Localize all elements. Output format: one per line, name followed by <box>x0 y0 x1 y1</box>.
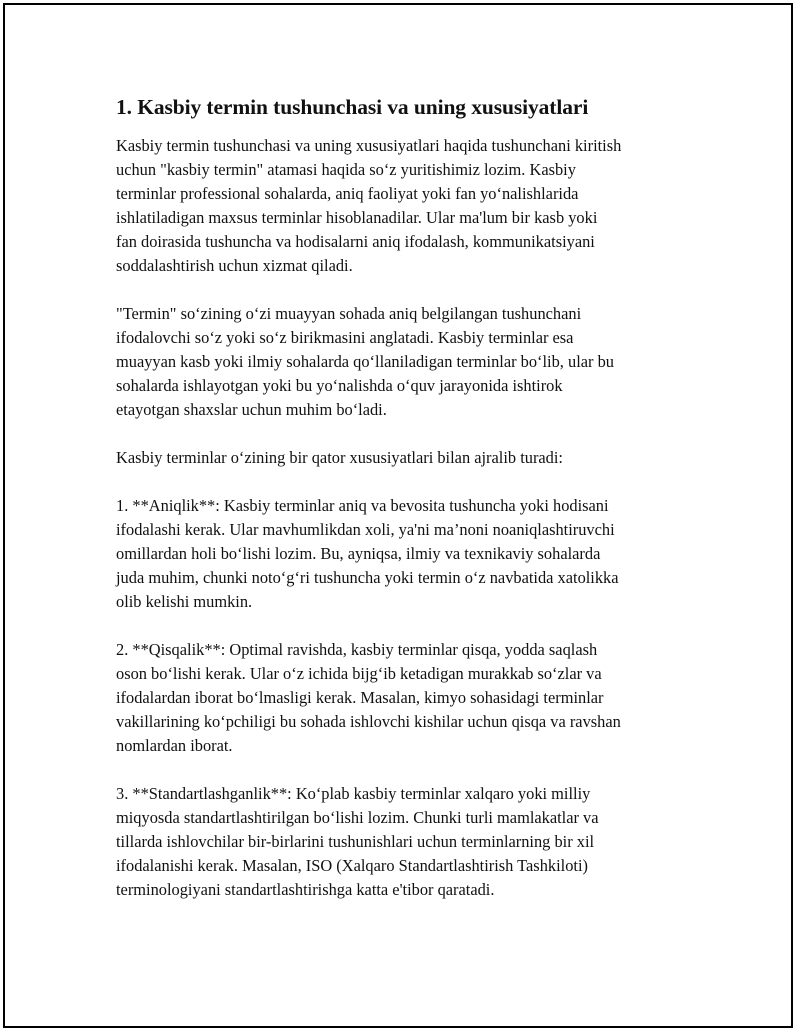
text-line: ifodalanishi kerak. Masalan, ISO (Xalqaro Standartlashtirish Tashkiloti) <box>116 856 588 875</box>
text-line: miqyosda standartlashtirilgan boʻlishi lozim. Chunki turli mamlakatlar va <box>116 808 599 827</box>
text-line: vakillarining koʻpchiligi bu sohada ishlovchi kishilar uchun qisqa va ravshan <box>116 712 621 731</box>
text-line: "Termin" soʻzining oʻzi muayyan sohada aniq belgilangan tushunchani <box>116 304 582 323</box>
section-heading: 1. Kasbiy termin tushunchasi va uning xususiyatlari <box>116 95 589 119</box>
text-line: uchun "kasbiy termin" atamasi haqida soʻz yuritishimiz lozim. Kasbiy <box>116 160 576 179</box>
text-line: Kasbiy termin tushunchasi va uning xususiyatlari haqida tushunchani kiritish <box>116 136 622 155</box>
text-line: juda muhim, chunki notoʻgʻri tushuncha yoki termin oʻz navbatida xatolikka <box>116 568 619 587</box>
text-line: ishlatiladigan maxsus terminlar hisoblanadilar. Ular ma'lum bir kasb yoki <box>116 208 598 227</box>
text-line: Kasbiy terminlar oʻzining bir qator xususiyatlari bilan ajralib turadi: <box>116 448 563 467</box>
text-line: olib kelishi mumkin. <box>116 592 253 611</box>
text-line: 2. **Qisqalik**: Optimal ravishda, kasbiy terminlar qisqa, yodda saqlash <box>116 640 598 659</box>
document-body <box>116 93 696 926</box>
text-line: 3. **Standartlashganlik**: Koʻplab kasbiy terminlar xalqaro yoki milliy <box>116 784 591 803</box>
list-item-standartlashganlik <box>116 782 696 902</box>
text-line: terminologiyani standartlashtirishga katta e'tibor qaratadi. <box>116 880 495 899</box>
text-line: omillardan holi boʻlishi lozim. Bu, ayniqsa, ilmiy va texnikaviy sohalarda <box>116 544 601 563</box>
text-line: fan doirasida tushuncha va hodisalarni aniq ifodalash, kommunikatsiyani <box>116 232 595 251</box>
paragraph-intro <box>116 134 696 278</box>
text-line: sohalarda ishlayotgan yoki bu yoʻnalishda oʻquv jarayonida ishtirok <box>116 376 563 395</box>
text-line: muayyan kasb yoki ilmiy sohalarda qoʻllaniladigan terminlar boʻlib, ular bu <box>116 352 614 371</box>
text-line: ifodalardan iborat boʻlmasligi kerak. Masalan, kimyo sohasidagi terminlar <box>116 688 604 707</box>
text-line: ifodalovchi soʻz yoki soʻz birikmasini anglatadi. Kasbiy terminlar esa <box>116 328 574 347</box>
list-item-qisqalik <box>116 638 696 758</box>
text-line: tillarda ishlovchilar bir-birlarini tushunishlari uchun terminlarning bir xil <box>116 832 595 851</box>
text-line: soddalashtirish uchun xizmat qiladi. <box>116 256 353 275</box>
text-line: etayotgan shaxslar uchun muhim boʻladi. <box>116 400 387 419</box>
text-line: terminlar professional sohalarda, aniq faoliyat yoki fan yoʻnalishlarida <box>116 184 579 203</box>
list-item-aniqlik <box>116 494 696 614</box>
text-line: ifodalashi kerak. Ular mavhumlikdan xoli, ya'ni ma’noni noaniqlashtiruvchi <box>116 520 615 539</box>
paragraph-termin-definition <box>116 302 696 422</box>
paragraph-features-lead <box>116 446 696 470</box>
text-line: nomlardan iborat. <box>116 736 233 755</box>
text-line: oson boʻlishi kerak. Ular oʻz ichida bijgʻib ketadigan murakkab soʻzlar va <box>116 664 602 683</box>
text-line: 1. **Aniqlik**: Kasbiy terminlar aniq va bevosita tushuncha yoki hodisani <box>116 496 609 515</box>
